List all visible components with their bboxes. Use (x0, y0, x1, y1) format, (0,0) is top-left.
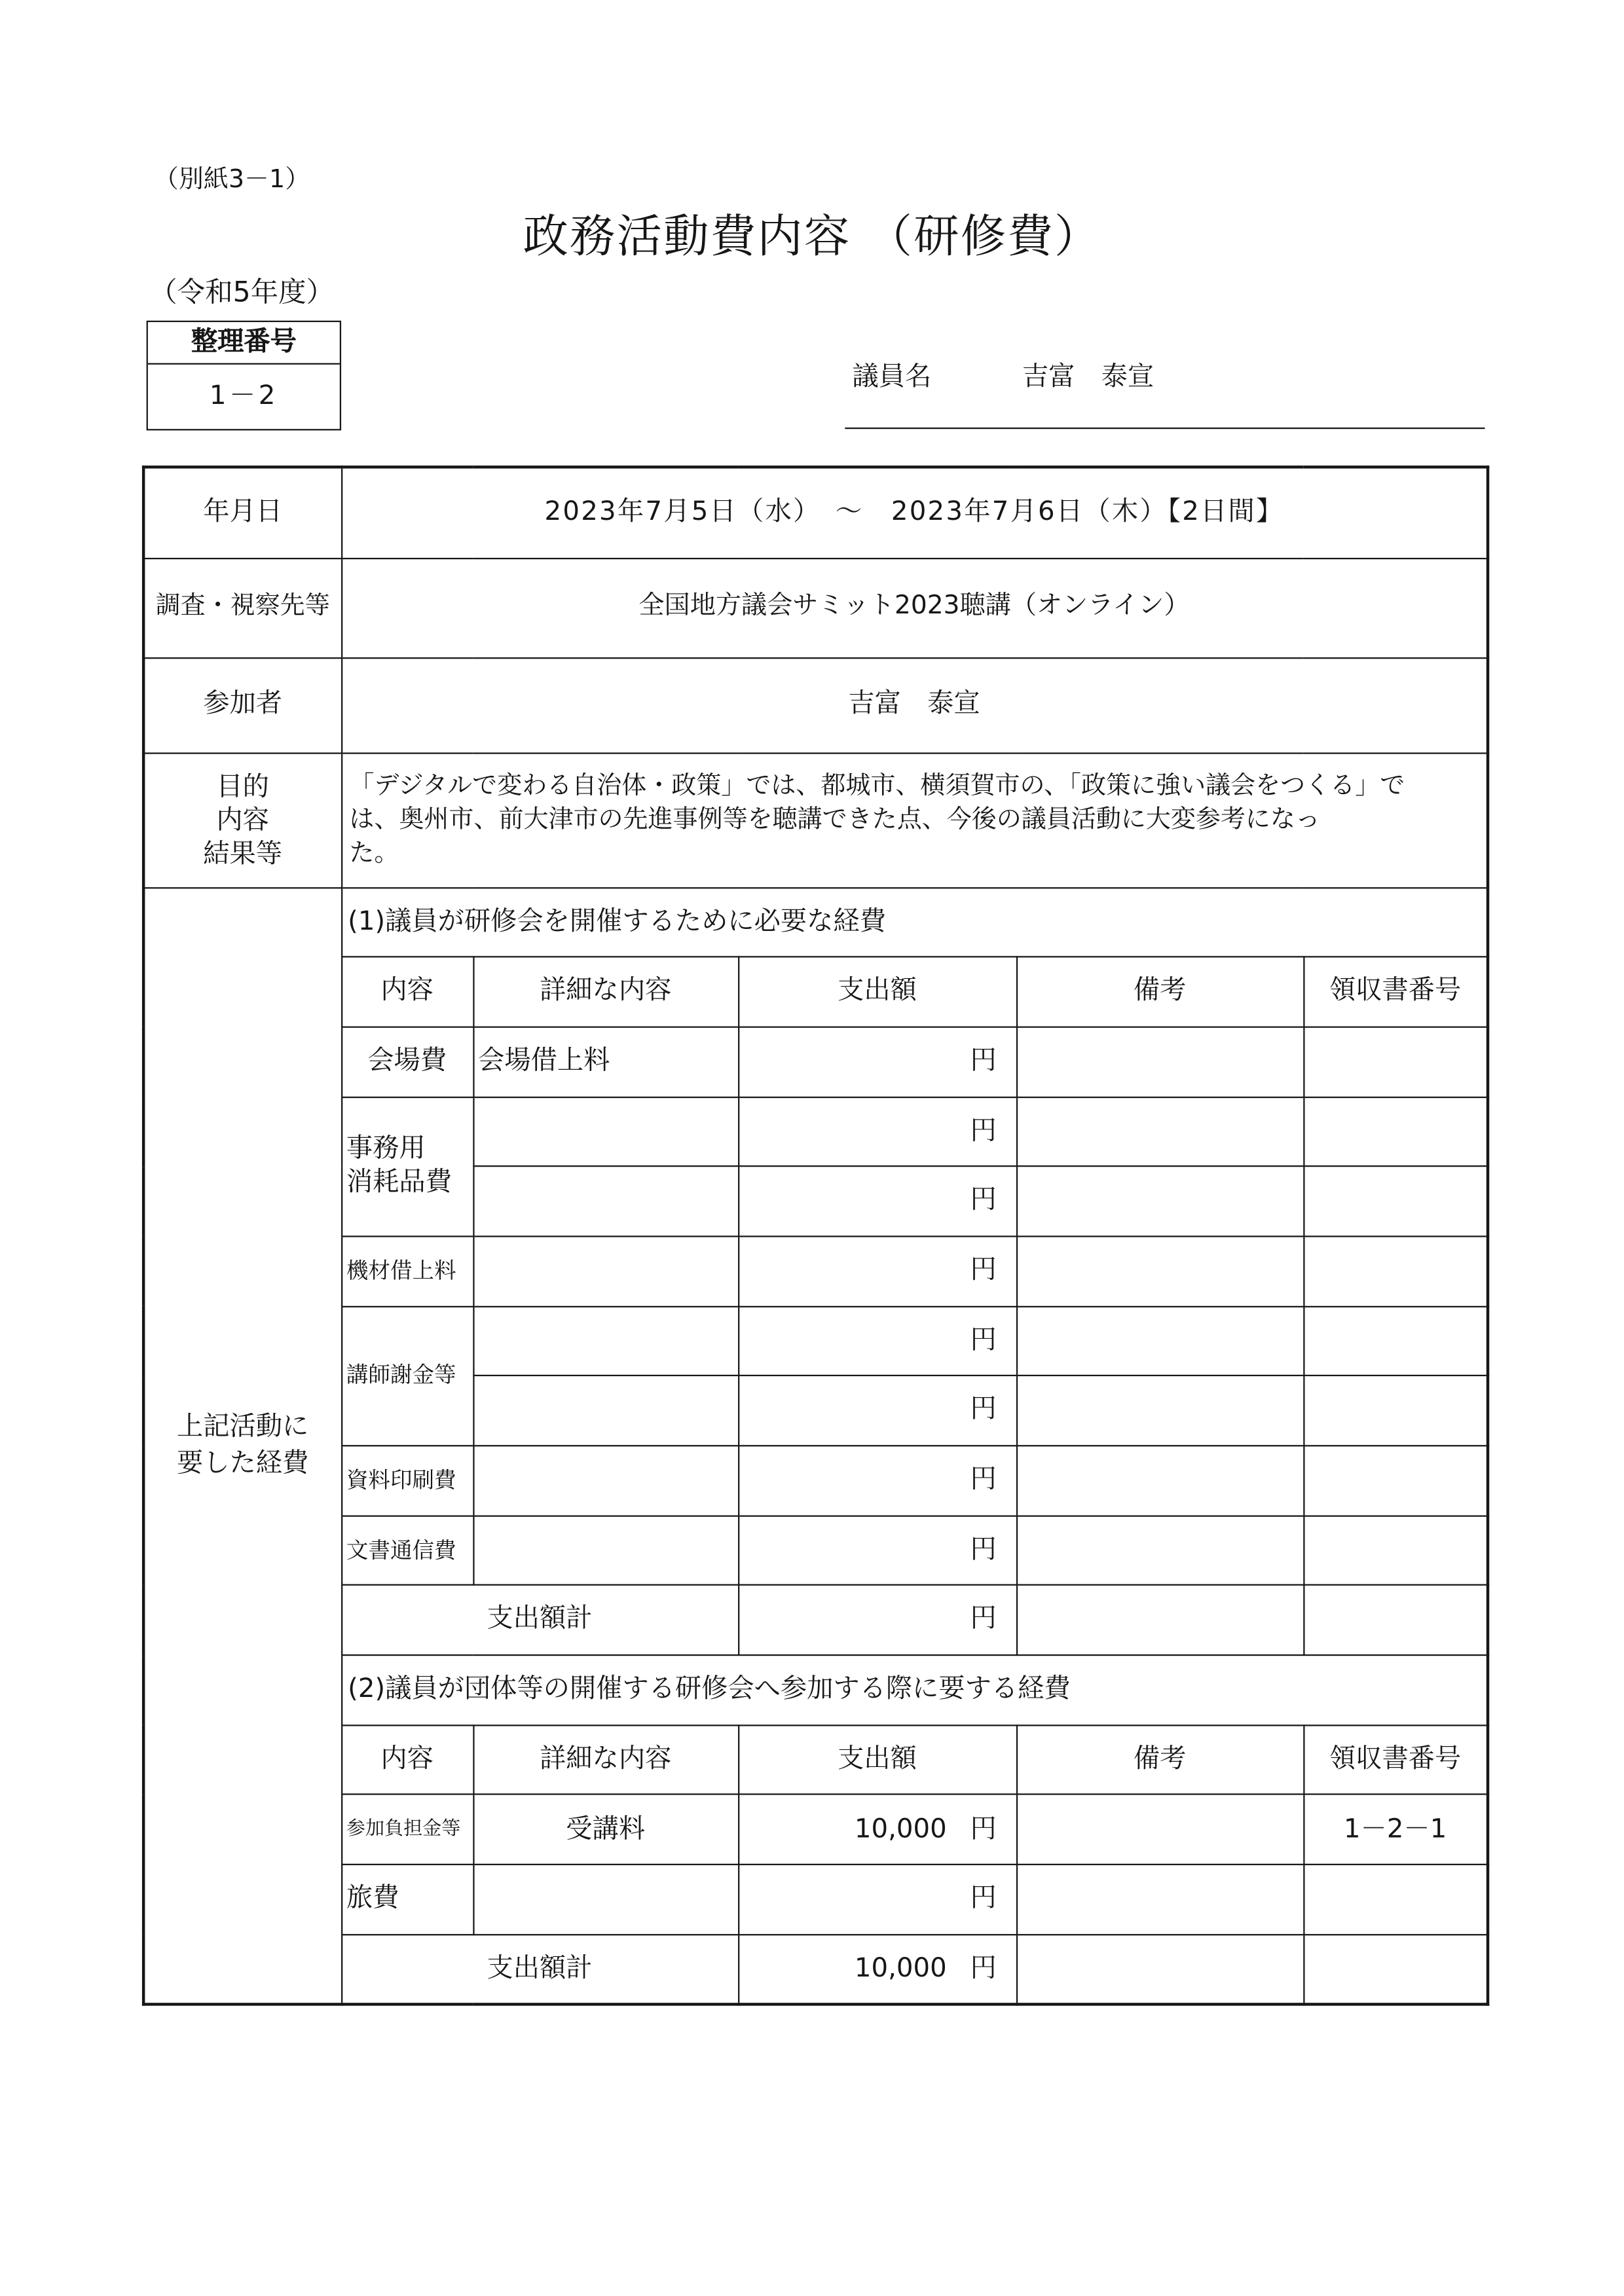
category-line: 消耗品費 (346, 1166, 452, 1197)
receipt-cell (1303, 1516, 1488, 1586)
destination-row (143, 558, 1488, 657)
header-category: 内容 (341, 957, 473, 1027)
category-cell: 旅費 (341, 1865, 473, 1935)
purpose-text-line: 「デジタルで変わる自治体・政策」では、都城市、横須賀市の、「政策に強い議会をつくる」で (349, 771, 1405, 801)
receipt-cell (1303, 1586, 1488, 1656)
purpose-label (143, 752, 341, 887)
amount-cell (738, 1027, 1016, 1097)
detail-cell (473, 1306, 738, 1376)
reference-number-box (147, 321, 341, 431)
receipt-cell (1303, 1236, 1488, 1306)
category-cell: 資料印刷費 (341, 1446, 473, 1516)
amount-cell (738, 1446, 1016, 1516)
total-label: 支出額計 (341, 1935, 738, 2005)
receipt-cell (1303, 1167, 1488, 1237)
header-remarks: 備考 (1016, 1725, 1303, 1795)
section1-header-row (143, 957, 1488, 1027)
total-amount-cell (738, 1586, 1016, 1656)
destination-label: 調査・視察先等 (143, 558, 341, 657)
purpose-value (341, 752, 1488, 887)
remarks-cell (1016, 1586, 1303, 1656)
category-cell (341, 1097, 473, 1236)
purpose-text-line: は、奥州市、前大津市の先進事例等を聴講できた点、今後の議員活動に大変参考になっ (349, 804, 1320, 834)
receipt-cell (1303, 1865, 1488, 1935)
attachment-label: （別紙3－1） (153, 165, 310, 195)
remarks-cell (1016, 1306, 1303, 1376)
header-detail: 詳細な内容 (473, 1725, 738, 1795)
section1-title-row (143, 887, 1488, 957)
section2-title-row (143, 1655, 1488, 1725)
yen-unit: 円 (970, 1115, 997, 1146)
table-row (143, 1027, 1488, 1097)
yen-unit: 円 (970, 1952, 997, 1984)
purpose-label-line: 結果等 (203, 838, 283, 869)
remarks-cell (1016, 1027, 1303, 1097)
header-detail: 詳細な内容 (473, 957, 738, 1027)
member-name-label: 議員名 (852, 361, 932, 393)
section1-title: (1)議員が研修会を開催するために必要な経費 (341, 887, 1488, 957)
table-row (143, 1446, 1488, 1516)
category-line: 事務用 (346, 1133, 426, 1165)
detail-cell (473, 1236, 738, 1306)
detail-cell (473, 1376, 738, 1446)
receipt-cell (1303, 1027, 1488, 1097)
yen-unit: 円 (970, 1534, 997, 1565)
header-receipt: 領収書番号 (1303, 1725, 1488, 1795)
yen-unit: 円 (970, 1254, 997, 1286)
reference-number-label: 整理番号 (148, 322, 340, 365)
remarks-cell (1016, 1516, 1303, 1586)
detail-cell: 会場借上料 (473, 1027, 738, 1097)
activity-report-table (142, 465, 1489, 2006)
header-amount: 支出額 (738, 957, 1016, 1027)
remarks-cell (1016, 1097, 1303, 1167)
table-row (143, 1236, 1488, 1306)
category-cell: 機材借上料 (341, 1236, 473, 1306)
table-row (143, 1516, 1488, 1586)
yen-unit: 円 (970, 1324, 997, 1356)
purpose-label-line: 目的 (216, 771, 269, 802)
participant-value: 吉富 泰宣 (341, 657, 1488, 752)
detail-cell (473, 1865, 738, 1935)
remarks-cell (1016, 1446, 1303, 1516)
amount-cell (738, 1097, 1016, 1167)
section2-header-row (143, 1725, 1488, 1795)
receipt-cell (1303, 1376, 1488, 1446)
remarks-cell (1016, 1935, 1303, 2005)
table-row (143, 1795, 1488, 1865)
receipt-cell (1303, 1306, 1488, 1376)
yen-unit: 円 (970, 1464, 997, 1495)
receipt-cell (1303, 1935, 1488, 2005)
section2-title: (2)議員が団体等の開催する研修会へ参加する際に要する経費 (341, 1655, 1488, 1725)
fiscal-year: （令和5年度） (149, 276, 335, 309)
page-title: 政務活動費内容 （研修費） (523, 211, 1101, 264)
yen-unit: 円 (970, 1184, 997, 1216)
participant-row (143, 657, 1488, 752)
yen-unit: 円 (970, 1045, 997, 1076)
receipt-cell (1303, 1446, 1488, 1516)
reference-number-value: 1－2 (209, 380, 278, 412)
date-value: 2023年7月5日（水） ～ 2023年7月6日（木）【2日間】 (341, 467, 1488, 558)
detail-cell (473, 1097, 738, 1167)
member-name-value: 吉富 泰宣 (1022, 361, 1154, 393)
date-row (143, 467, 1488, 558)
amount-cell (738, 1306, 1016, 1376)
total-amount-value: 10,000 (854, 1952, 947, 1984)
remarks-cell (1016, 1167, 1303, 1237)
purpose-label-line: 内容 (216, 804, 269, 835)
expenses-label (143, 887, 341, 2004)
expenses-label-line: 上記活動に (177, 1412, 309, 1443)
yen-unit: 円 (970, 1813, 997, 1844)
amount-cell (738, 1795, 1016, 1865)
receipt-cell (1303, 1097, 1488, 1167)
header-amount: 支出額 (738, 1725, 1016, 1795)
table-row (143, 1097, 1488, 1167)
amount-cell (738, 1236, 1016, 1306)
category-cell: 講師謝金等 (341, 1306, 473, 1446)
receipt-cell: 1－2－1 (1303, 1795, 1488, 1865)
purpose-text-line: た。 (349, 838, 399, 867)
purpose-row (143, 752, 1488, 887)
table-row (143, 1306, 1488, 1376)
category-cell: 文書通信費 (341, 1516, 473, 1586)
yen-unit: 円 (970, 1603, 997, 1635)
section1-total-row (143, 1586, 1488, 1656)
category-cell: 参加負担金等 (341, 1795, 473, 1865)
header-receipt: 領収書番号 (1303, 957, 1488, 1027)
yen-unit: 円 (970, 1883, 997, 1914)
amount-cell (738, 1167, 1016, 1237)
detail-cell (473, 1446, 738, 1516)
header-remarks: 備考 (1016, 957, 1303, 1027)
expenses-label-line: 要した経費 (177, 1448, 309, 1480)
remarks-cell (1016, 1865, 1303, 1935)
member-name-underline (845, 428, 1485, 429)
detail-cell (473, 1167, 738, 1237)
detail-cell (473, 1516, 738, 1586)
amount-cell (738, 1865, 1016, 1935)
remarks-cell (1016, 1236, 1303, 1306)
category-cell: 会場費 (341, 1027, 473, 1097)
total-label: 支出額計 (341, 1586, 738, 1656)
destination-value: 全国地方議会サミット2023聴講（オンライン） (341, 558, 1488, 657)
table-row (143, 1865, 1488, 1935)
participant-label: 参加者 (143, 657, 341, 752)
yen-unit: 円 (970, 1394, 997, 1425)
amount-cell (738, 1516, 1016, 1586)
remarks-cell (1016, 1376, 1303, 1446)
total-amount-cell (738, 1935, 1016, 2005)
amount-value: 10,000 (854, 1813, 947, 1844)
amount-cell (738, 1376, 1016, 1446)
section2-total-row (143, 1935, 1488, 2005)
date-label: 年月日 (143, 467, 341, 558)
detail-cell: 受講料 (473, 1795, 738, 1865)
header-category: 内容 (341, 1725, 473, 1795)
remarks-cell (1016, 1795, 1303, 1865)
